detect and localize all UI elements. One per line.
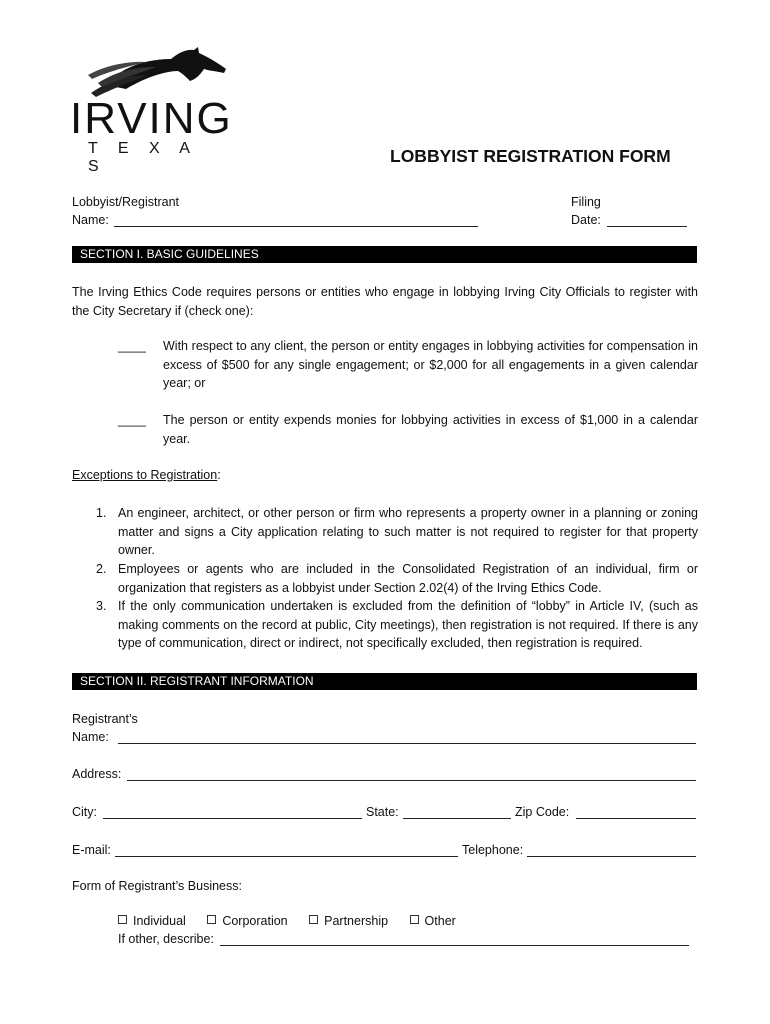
exceptions-title: Exceptions to Registration <box>72 468 218 482</box>
other-describe-field[interactable] <box>220 945 689 946</box>
state-label: State: <box>366 805 399 819</box>
option-2-text: The person or entity expends monies for lobbying activities in excess of $1,000 in a calendar year. <box>163 413 698 446</box>
registrant-name-label-2: Name: <box>72 730 109 744</box>
checkbox-icon <box>207 915 216 924</box>
registrant-name-label-1: Registrant’s <box>72 712 138 726</box>
section-1-header: SECTION I. BASIC GUIDELINES <box>72 246 697 263</box>
registrant-name-field[interactable] <box>118 743 696 744</box>
zip-field[interactable] <box>576 818 696 819</box>
lobbyist-name-field[interactable] <box>114 226 478 227</box>
logo-state: T E X A S <box>88 140 198 175</box>
business-options <box>118 912 456 931</box>
address-field[interactable] <box>127 780 696 781</box>
option-other-label: Other <box>424 914 456 928</box>
irving-logo <box>68 45 233 175</box>
exception-1-text: An engineer, architect, or other person or firm who represents a property owner in a planning or zoning matter and signs a City application relating to such matter is not required to register for that property owner. <box>118 506 698 557</box>
checkbox-icon <box>118 915 127 924</box>
state-field[interactable] <box>403 818 511 819</box>
option-1-blank[interactable]: ____ <box>118 339 146 353</box>
filing-date-label-2: Date: <box>571 213 601 227</box>
horse-icon <box>86 45 236 100</box>
address-label: Address: <box>72 767 122 781</box>
option-2-blank[interactable]: ____ <box>118 413 146 427</box>
option-individual-label: Individual <box>133 914 186 928</box>
lobbyist-name-label-2: Name: <box>72 213 109 227</box>
section-1-intro: The Irving Ethics Code requires persons or entities who engage in lobbying Irving City Officials to register with the City Secretary if (check one): <box>72 285 698 318</box>
option-corporation-label: Corporation <box>222 914 288 928</box>
email-label: E-mail: <box>72 843 111 857</box>
exception-2-num: 2. <box>96 562 107 576</box>
telephone-field[interactable] <box>527 856 696 857</box>
other-describe-label: If other, describe: <box>118 932 214 946</box>
section-2-header: SECTION II. REGISTRANT INFORMATION <box>72 673 697 690</box>
exception-3-num: 3. <box>96 599 107 613</box>
exceptions-colon: : <box>217 468 221 482</box>
option-partnership[interactable] <box>309 914 388 928</box>
city-field[interactable] <box>103 818 362 819</box>
city-label: City: <box>72 805 97 819</box>
exception-2-text: Employees or agents who are included in the Consolidated Registration of an individual, firm or organization that registers as a lobbyist under Section 2.02(4) of the Irving Ethics Code. <box>118 562 698 595</box>
zip-label: Zip Code: <box>515 805 570 819</box>
checkbox-icon <box>309 915 318 924</box>
exception-3-text: If the only communication undertaken is excluded from the definition of “lobby” in Article IV, (such as making comments on the record at public, City meetings), then registration is not required. If there is any type of communication, direct or indirect, not specifically excluded, then registration is required. <box>118 599 698 650</box>
checkbox-icon <box>410 915 419 924</box>
option-1-text: With respect to any client, the person or entity engages in lobbying activities for compensation in excess of $500 for any single engagement; or $2,000 for all engagements in a given calendar year; or <box>163 339 698 390</box>
logo-name: IRVING <box>70 94 233 143</box>
option-corporation[interactable] <box>207 914 287 928</box>
filing-date-label-1: Filing <box>571 195 601 209</box>
option-individual[interactable] <box>118 914 186 928</box>
email-field[interactable] <box>115 856 458 857</box>
exception-1-num: 1. <box>96 506 107 520</box>
business-form-label: Form of Registrant’s Business: <box>72 879 242 893</box>
option-partnership-label: Partnership <box>324 914 389 928</box>
form-title: LOBBYIST REGISTRATION FORM <box>390 146 671 166</box>
telephone-label: Telephone: <box>462 843 524 857</box>
exceptions-heading <box>72 466 221 485</box>
option-other[interactable] <box>410 914 456 928</box>
lobbyist-name-label-1: Lobbyist/Registrant <box>72 195 180 209</box>
filing-date-field[interactable] <box>607 226 687 227</box>
